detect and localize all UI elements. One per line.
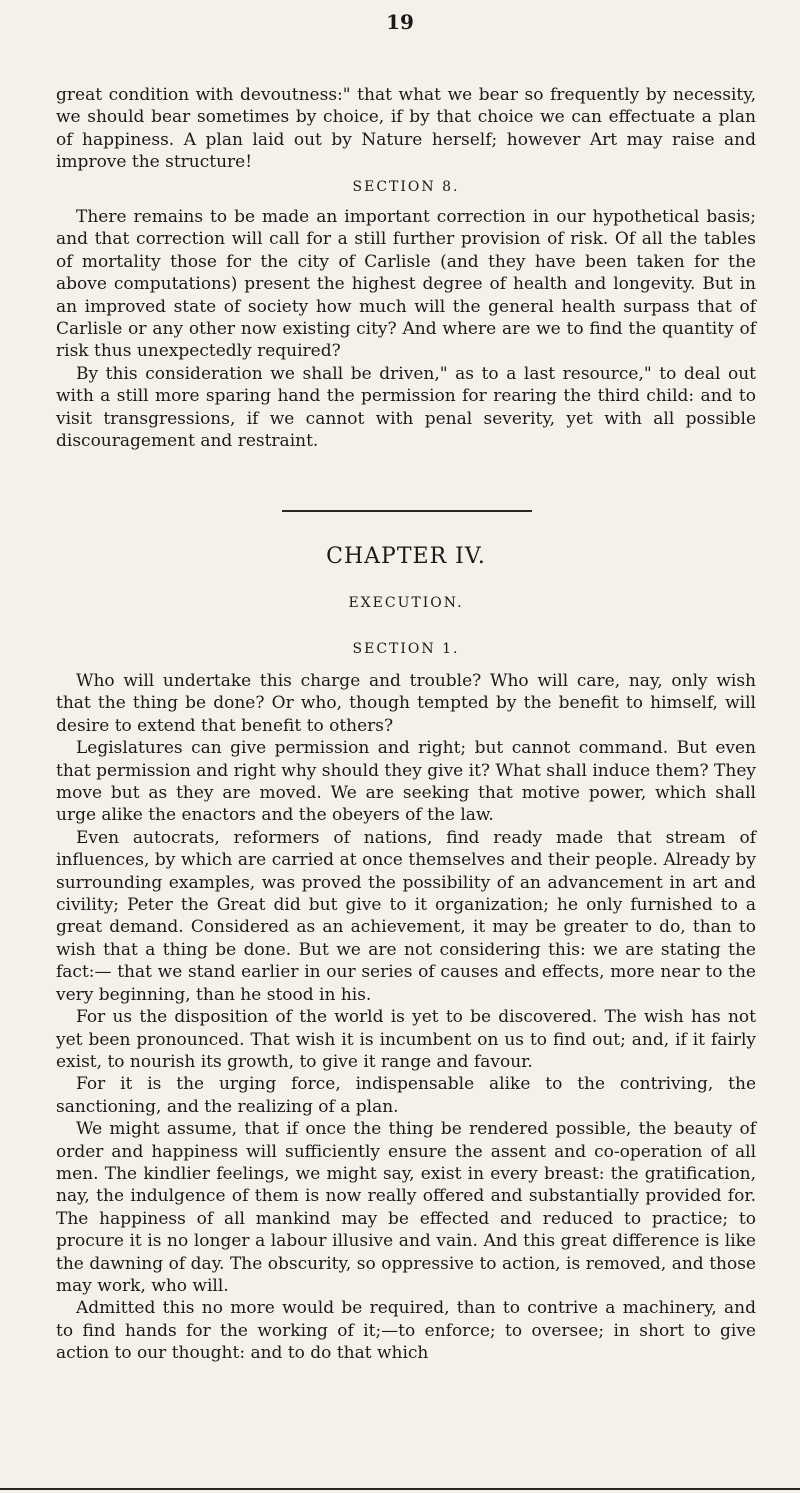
body-paragraph: Legislatures can give permission and right; but cannot command. But even that permission and right why should they give it? What shall induce them? They move but as they are moved. We are seeking that motive power, which shall urge alike the enactors and the obeyers of the law. <box>56 738 756 826</box>
body-paragraph: We might assume, that if once the thing be rendered possible, the beauty of order and happiness will sufficiently ensure the assent and co-operation of all men. The kindlier feelings, we might say, exist in every breast: the gratification, nay, the indulgence of them is now really offered and substantially provided for. The happiness of all mankind may be effected and reduced to practice; to procure it is no longer a labour illusive and vain. And this great difference is like the dawning of day. The obscurity, so oppressive to action, is removed, and those may work, who will. <box>56 1119 756 1296</box>
page-bottom-edge <box>0 1488 800 1490</box>
section-heading: SECTION 8. <box>352 179 460 195</box>
body-paragraph: Even autocrats, reformers of nations, find ready made that stream of influences, by which are carried at once themselves and their people. Already by surrounding examples, was proved the possibility of an advancement in art and civility; Peter the Great did but give to it organization; he only furnished to a great demand. Considered as an achievement, it may be greater to do, than to wish that a thing be done. But we are not considering this: we are stating the fact:— that we stand earlier in our series of causes and effects, more near to the very beginning, than he stood in his. <box>56 827 756 1005</box>
section-1-heading-block <box>56 638 756 660</box>
chapter-body <box>56 670 756 1365</box>
body-paragraph: Who will undertake this charge and trouble? Who will care, nay, only wish that the thing be done? Or who, though tempted by the benefit to himself, will desire to extend that benefit to others? <box>56 671 756 736</box>
body-paragraph: For us the disposition of the world is yet to be discovered. The wish has not yet been pronounced. That wish it is incumbent on us to find out; and, if it fairly exist, to nourish its growth, to give it range and favour. <box>56 1007 756 1072</box>
body-paragraph: There remains to be made an important correction in our hypothetical basis; and that correction will call for a still further provision of risk. Of all the tables of mortality those for the city of Carlisle (and they have been taken for the above computations) present the highest degree of health and longevity. But in an improved state of society how much will the general health surpass that of Carlisle or any other now existing city? And where are we to find the quantity of risk thus unexpectedly required? <box>56 207 756 362</box>
body-paragraph: By this consideration we shall be driven," as to a last resource," to deal out with a still more sparing hand the permission for rearing the third child: and to visit transgressions, if we cannot with penal severity, yet with all possible discouragement and restraint. <box>56 363 756 452</box>
chapter-subtitle-block <box>56 592 756 614</box>
page-number: 19 <box>386 10 414 34</box>
section-divider <box>282 510 532 512</box>
body-paragraph: Admitted this no more would be required, than to contrive a machinery, and to find hands for the working of it;—to enforce; to oversee; in short to give action to our thought: and to do that which <box>56 1298 756 1364</box>
section-heading: SECTION 1. <box>352 641 460 657</box>
continuation-block <box>56 84 756 174</box>
body-paragraph: For it is the urging force, indispensable alike to the contriving, the sanctioning, and the realizing of a plan. <box>56 1074 756 1117</box>
chapter-header <box>56 546 756 568</box>
section-8-body <box>56 206 756 452</box>
section-8-block <box>56 176 756 198</box>
chapter-title: CHAPTER IV. <box>326 544 486 569</box>
chapter-subtitle: EXECUTION. <box>348 595 464 611</box>
continuation-paragraph: great condition with devoutness:" that what we bear so frequently by necessity, we should bear sometimes by choice, if by that choice we can effectuate a plan of happiness. A plan laid out by Nature herself; however Art may raise and improve the structure! <box>56 85 756 173</box>
